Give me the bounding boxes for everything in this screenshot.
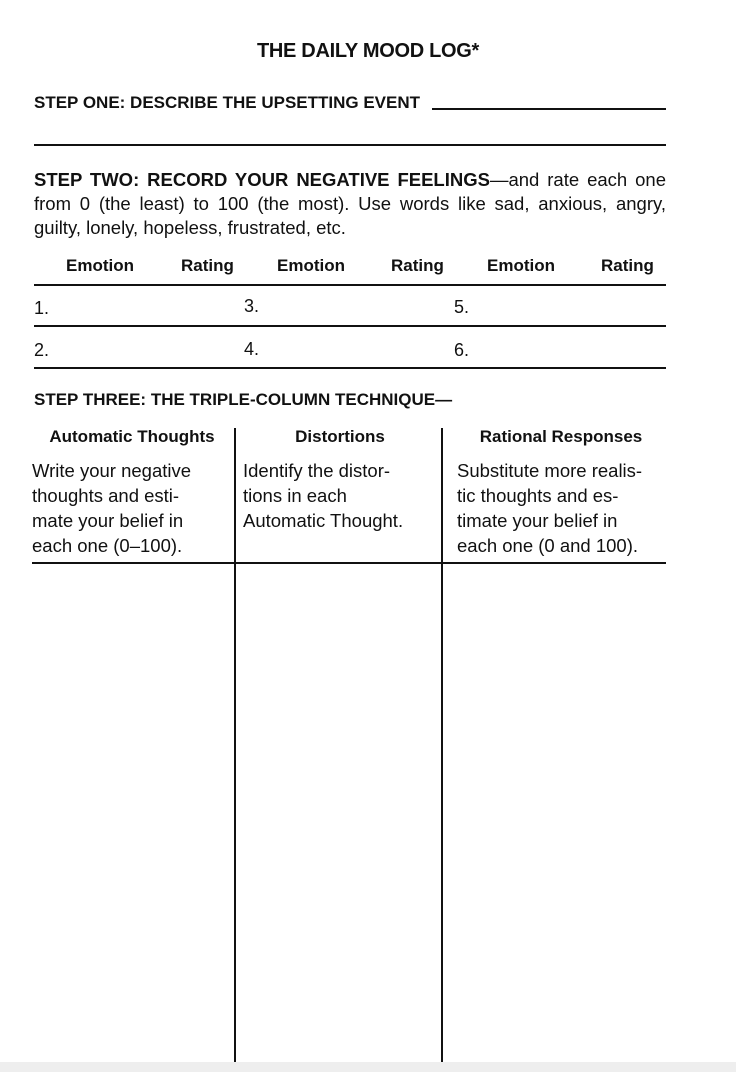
header-emotion-1: Emotion xyxy=(66,256,134,275)
emotion-number-1: 1. xyxy=(34,298,50,318)
column-divider-2 xyxy=(441,428,443,1064)
instruction-line: Substitute more realis- xyxy=(457,460,643,481)
instruction-line: each one (0 and 100). xyxy=(457,535,639,556)
header-emotion-3: Emotion xyxy=(487,256,555,275)
step-two-text: —and rate each one from 0 (the least) to 100 (the most). Use words like sad, anxious, angry, guilty, lonely, hopeless, frustrated, etc. xyxy=(34,169,666,238)
header-rating-1: Rating xyxy=(181,256,234,275)
rational-responses-writing-area[interactable] xyxy=(444,566,666,1062)
triple-column-header-rule xyxy=(32,562,666,564)
instruction-line: timate your belief in xyxy=(457,510,618,531)
column-heading-distortions: Distortions xyxy=(295,427,385,446)
page-title: THE DAILY MOOD LOG* xyxy=(256,40,480,62)
emotions-row-1-rule[interactable] xyxy=(34,325,666,327)
header-emotion-2: Emotion xyxy=(277,256,345,275)
automatic-thoughts-instructions xyxy=(32,458,191,558)
step-one-answer-line[interactable] xyxy=(432,108,666,110)
header-rating-2: Rating xyxy=(391,256,444,275)
step-one-label: STEP ONE: DESCRIBE THE UPSETTING EVENT xyxy=(34,93,421,112)
instruction-line: tic thoughts and es- xyxy=(457,485,619,506)
column-heading-automatic-thoughts: Automatic Thoughts xyxy=(49,427,215,446)
scan-bottom-edge xyxy=(0,1062,736,1072)
rational-responses-instructions xyxy=(457,458,642,558)
emotion-number-3: 3. xyxy=(244,296,260,316)
emotions-row-2-rule[interactable] xyxy=(34,367,666,369)
emotion-number-6: 6. xyxy=(454,340,470,360)
column-divider-1 xyxy=(234,428,236,1064)
instruction-line: mate your belief in xyxy=(32,510,184,531)
header-rating-3: Rating xyxy=(601,256,654,275)
distortions-instructions xyxy=(243,458,403,533)
emotion-number-2: 2. xyxy=(34,340,50,360)
column-heading-rational-responses: Rational Responses xyxy=(479,427,643,446)
instruction-line: Automatic Thought. xyxy=(243,510,404,531)
instruction-line: Identify the distor- xyxy=(243,460,391,481)
distortions-writing-area[interactable] xyxy=(237,566,439,1062)
step-one-answer-line-2[interactable] xyxy=(34,144,666,146)
automatic-thoughts-writing-area[interactable] xyxy=(32,566,232,1062)
instruction-line: each one (0–100). xyxy=(32,535,183,556)
emotion-number-5: 5. xyxy=(454,297,470,317)
instruction-line: tions in each xyxy=(243,485,347,506)
step-three-label: STEP THREE: THE TRIPLE-COLUMN TECHNIQUE— xyxy=(34,390,453,409)
step-two-label: STEP TWO: RECORD YOUR NEGATIVE FEELINGS xyxy=(34,169,490,190)
instruction-line: thoughts and esti- xyxy=(32,485,180,506)
emotions-table-top-rule xyxy=(34,284,666,286)
instruction-line: Write your negative xyxy=(32,460,192,481)
step-two-instructions xyxy=(34,168,666,240)
emotion-number-4: 4. xyxy=(244,339,260,359)
